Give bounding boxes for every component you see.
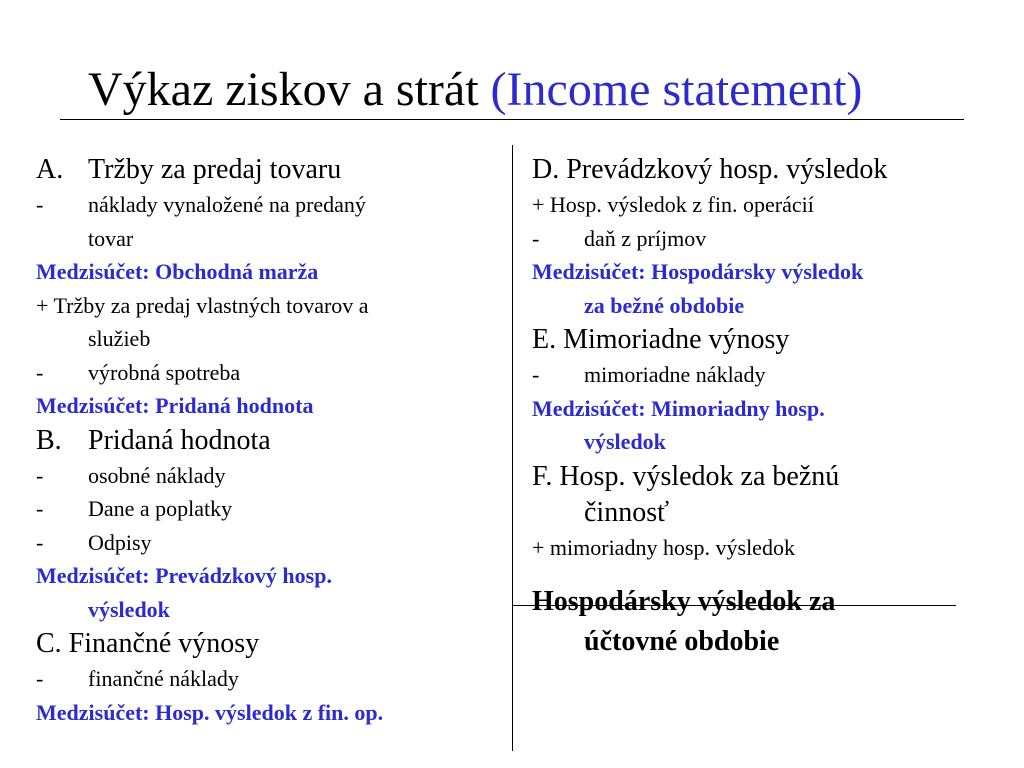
line-item [532,322,992,358]
line-text: Medzisúčet: Hosp. výsledok z fin. op. [36,699,384,725]
line-text: Medzisúčet: Obchodná marža [36,259,319,284]
line-text: mimoriadne náklady [584,362,766,387]
line-item [36,322,506,356]
right-column [532,152,992,662]
line-text: Medzisúčet: Hospodársky výsledok [532,259,864,284]
left-column [36,152,506,729]
line-text: Medzisúčet: Mimoriadny hosp. [532,395,825,421]
line-marker: - [532,362,540,387]
line-item [36,289,506,323]
line-item [36,255,506,289]
line-item [36,152,506,188]
line-item [532,188,992,222]
line-text: + Hosp. výsledok z fin. operácií [532,192,814,217]
line-text: Medzisúčet: Pridaná hodnota [36,393,314,418]
line-text: tovar [88,225,134,251]
line-item [36,389,506,423]
line-text: Tržby za predaj tovaru [88,154,342,185]
line-item [532,152,992,188]
line-marker: - [36,529,44,555]
line-text: činnosť [584,496,670,528]
line-item [532,495,992,531]
line-item [532,531,992,565]
line-marker: - [36,462,44,488]
line-item [36,662,506,696]
line-text: za bežné obdobie [584,292,745,318]
line-text: Dane a poplatky [88,496,233,521]
line-item [36,526,506,560]
line-item [36,423,506,459]
line-text: Odpisy [88,529,152,555]
line-item [36,492,506,526]
line-item [532,289,992,323]
line-marker: - [36,666,44,691]
line-item [532,392,992,426]
line-text: finančné náklady [88,666,239,691]
line-marker: A. [36,154,64,185]
line-text: daň z príjmov [584,225,707,251]
line-text: Pridaná hodnota [88,424,271,456]
line-item [36,188,506,222]
final-result-line2: účtovné obdobie [584,626,780,657]
title-english: (Income statement) [490,63,863,116]
final-spacer [532,564,992,582]
title-underline [60,119,964,120]
line-text: F. Hosp. výsledok za bežnú [532,460,840,492]
line-text: výsledok [88,596,170,622]
line-text: osobné náklady [88,462,226,488]
line-item [532,358,992,392]
line-item [36,559,506,593]
line-item [36,459,506,493]
line-item [36,222,506,256]
line-item [36,626,506,662]
line-text: výrobná spotreba [88,359,241,385]
right-column-items [532,152,992,564]
line-item [532,255,992,289]
line-marker: - [36,496,44,521]
final-result-line1: Hospodársky výsledok za [532,586,836,617]
column-divider [512,145,513,751]
line-marker: - [36,359,44,385]
line-item [532,459,992,495]
line-text: náklady vynaložené na predaný [88,192,366,217]
line-item [36,696,506,730]
line-text: E. Mimoriadne výnosy [532,324,790,355]
line-text: služieb [88,326,151,351]
line-text: C. Finančné výnosy [36,628,260,659]
line-text: D. Prevádzkový hosp. výsledok [532,154,888,185]
line-item [36,593,506,627]
line-text: výsledok [584,429,666,454]
slide-title [88,62,862,118]
line-marker: - [532,225,540,251]
line-marker: B. [36,424,62,456]
line-text: + mimoriadny hosp. výsledok [532,534,795,560]
title-main: Výkaz ziskov a strát [88,63,479,116]
line-text: Medzisúčet: Prevádzkový hosp. [36,563,332,588]
line-marker: - [36,192,44,217]
line-item [532,425,992,459]
line-item [36,356,506,390]
line-text: + Tržby za predaj vlastných tovarov a [36,292,369,318]
line-item [532,222,992,256]
